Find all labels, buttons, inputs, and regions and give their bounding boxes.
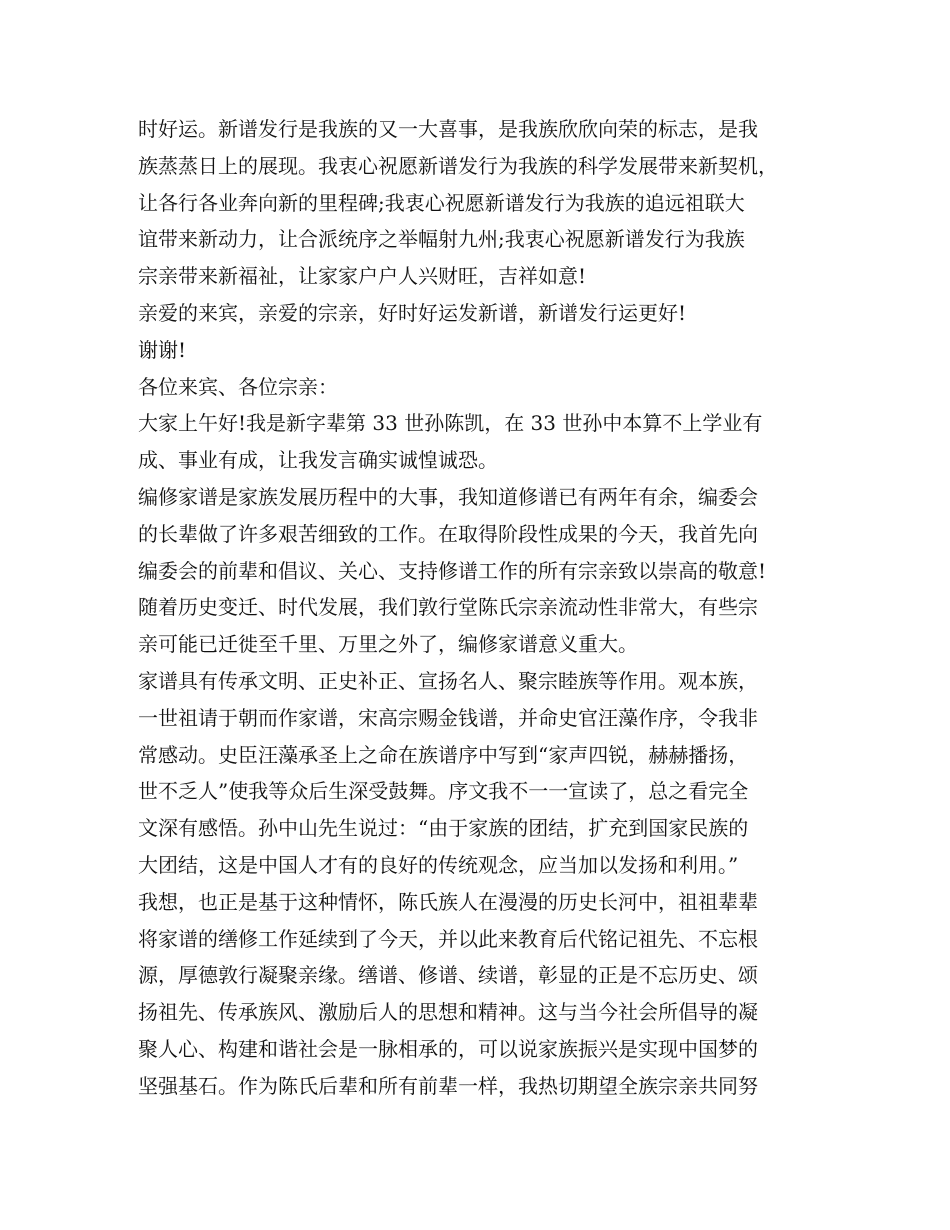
- text-line: 家谱具有传承文明、正史补正、宣扬名人、聚宗睦族等作用。观本族，: [138, 668, 758, 693]
- text-line: 时好运。新谱发行是我族的又一大喜事，是我族欣欣向荣的标志，是我: [138, 117, 758, 141]
- text-line: 谊带来新动力，让合派统序之举幅射九州;我衷心祝愿新谱发行为我族: [138, 227, 745, 252]
- text-line: 宗亲带来新福祉，让家家户户人兴财旺，吉祥如意!: [138, 264, 587, 289]
- text-line: 一世祖请于朝而作家谱，宋高宗赐金钱谱，并命史官汪藻作序，令我非: [138, 705, 758, 730]
- text-line: 亲爱的来宾，亲爱的宗亲，好时好运发新谱，新谱发行运更好!: [138, 300, 687, 325]
- text-line: 成、事业有成，让我发言确实诚惶诚恐。: [138, 448, 498, 473]
- text-line: 我想，也正是基于这种情怀，陈氏族人在漫漫的历史长河中，祖祖辈辈: [138, 889, 758, 914]
- text-line: 各位来宾、各位宗亲：: [138, 374, 338, 399]
- text-line: 扬祖先、传承族风、激励后人的思想和精神。这与当今社会所倡导的凝: [138, 1000, 758, 1025]
- text-line: 亲可能已迁徙至千里、万里之外了，编修家谱意义重大。: [138, 632, 638, 657]
- text-line: 编修家谱是家族发展历程中的大事，我知道修谱已有两年有余，编委会: [138, 484, 758, 509]
- text-line: 常感动。史臣汪藻承圣上之命在族谱序中写到“家声四锐，赫赫播扬，: [138, 742, 749, 767]
- text-line: 文深有感悟。孙中山先生说过：“由于家族的团结，扩充到国家民族的: [138, 816, 749, 841]
- text-line: 随着历史变迁、时代发展，我们敦行堂陈氏宗亲流动性非常大，有些宗: [138, 595, 758, 620]
- text-line: 世不乏人”使我等众后生深受鼓舞。序文我不一一宣读了，总之看完全: [138, 779, 749, 804]
- text-line: 聚人心、构建和谐社会是一脉相承的，可以说家族振兴是实现中国梦的: [138, 1036, 758, 1061]
- text-line: 大团结，这是中国人才有的良好的传统观念，应当加以发扬和利用。”: [138, 852, 739, 877]
- text-line: 谢谢!: [138, 337, 187, 362]
- text-line: 源，厚德敦行凝聚亲缘。缮谱、修谱、续谱，彰显的正是不忘历史、颂: [138, 963, 758, 988]
- text-line: 族蒸蒸日上的展现。我衷心祝愿新谱发行为我族的科学发展带来新契机，: [138, 153, 778, 178]
- text-line: 大家上午好!我是新字辈第 33 世孙陈凯，在 33 世孙中本算不上学业有: [138, 411, 763, 436]
- text-line: 的长辈做了许多艰苦细致的工作。在取得阶段性成果的今天，我首先向: [138, 521, 758, 546]
- document-body: [138, 111, 818, 1105]
- text-line: 让各行各业奔向新的里程碑;我衷心祝愿新谱发行为我族的追远祖联大: [138, 190, 745, 215]
- text-line: 编委会的前辈和倡议、关心、支持修谱工作的所有宗亲致以崇高的敬意!: [138, 558, 767, 583]
- text-line: 将家谱的缮修工作延续到了今天，并以此来教育后代铭记祖先、不忘根: [138, 926, 758, 951]
- text-line: 坚强基石。作为陈氏后辈和所有前辈一样，我热切期望全族宗亲共同努: [138, 1073, 758, 1098]
